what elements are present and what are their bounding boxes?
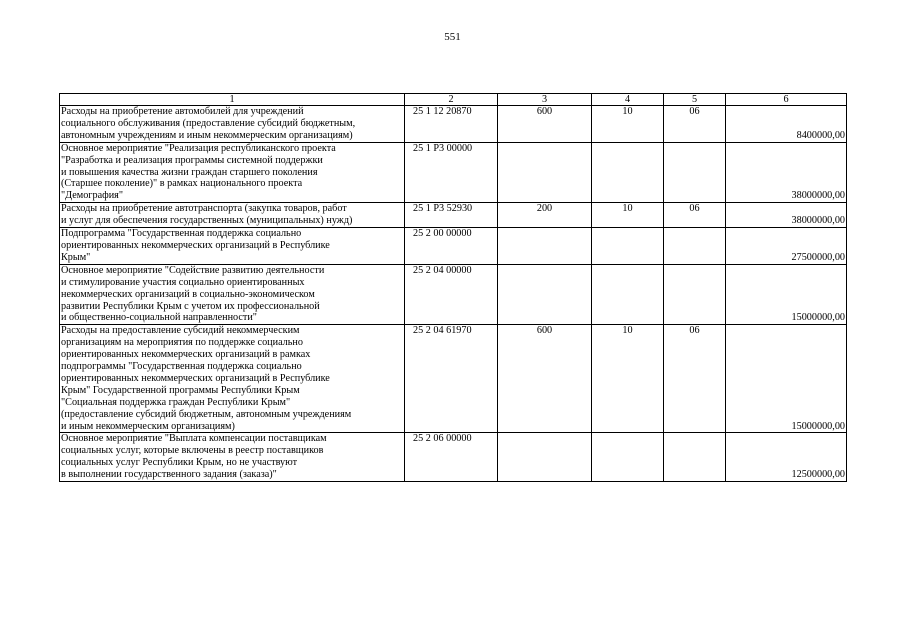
column-header: 1: [60, 94, 405, 106]
row-expense-type: [498, 142, 592, 203]
row-subsection: [664, 433, 726, 482]
table-row: [60, 433, 847, 482]
table-row: [60, 228, 847, 265]
row-name: Основное мероприятие "Реализация республиканского проекта "Разработка и реализация программы системной поддержки и повышения качества жизни граждан старшего поколения (Старшее поколение)" в рамках национального проекта "Демография": [60, 142, 405, 203]
row-name: Расходы на приобретение автотранспорта (закупка товаров, работ и услуг для обеспечения государственных (муниципальных) нужд): [60, 203, 405, 228]
row-amount: 12500000,00: [726, 433, 847, 482]
row-section: [592, 228, 664, 265]
row-name: Расходы на предоставление субсидий некоммерческим организациям на мероприятия по поддержке социально ориентированных некоммерческих организаций в рамках подпрограммы "Государственная поддержка социально ориентированных некоммерческих организаций в Республике Крым" Государственной программы Республики Крым "Социальная поддержка граждан Республики Крым" (предоставление субсидий бюджетным, автономным учреждениям и иным некоммерческим организациям): [60, 325, 405, 433]
row-section: 10: [592, 106, 664, 143]
row-name: Подпрограмма "Государственная поддержка социально ориентированных некоммерческих организаций в Республике Крым": [60, 228, 405, 265]
row-subsection: [664, 264, 726, 325]
table-row: [60, 106, 847, 143]
table-row: [60, 264, 847, 325]
row-name: Основное мероприятие "Выплата компенсации поставщикам социальных услуг, которые включены в реестр поставщиков социальных услуг Республики Крым, но не участвуют в выполнении государственного задания (заказа)": [60, 433, 405, 482]
row-code: 25 1 P3 00000: [405, 142, 498, 203]
row-amount: 15000000,00: [726, 264, 847, 325]
row-code: 25 1 P3 52930: [405, 203, 498, 228]
row-amount: 15000000,00: [726, 325, 847, 433]
row-code: 25 2 00 00000: [405, 228, 498, 265]
row-section: [592, 264, 664, 325]
row-subsection: 06: [664, 203, 726, 228]
table-row: [60, 325, 847, 433]
row-section: 10: [592, 203, 664, 228]
row-section: [592, 142, 664, 203]
row-code: 25 2 06 00000: [405, 433, 498, 482]
row-expense-type: [498, 264, 592, 325]
row-code: 25 1 12 20870: [405, 106, 498, 143]
page-number: 551: [444, 31, 461, 43]
row-expense-type: [498, 433, 592, 482]
row-subsection: 06: [664, 325, 726, 433]
table-header-row: [60, 94, 847, 106]
row-amount: 27500000,00: [726, 228, 847, 265]
column-header: 6: [726, 94, 847, 106]
row-subsection: 06: [664, 106, 726, 143]
row-name: Расходы на приобретение автомобилей для учреждений социального обслуживания (предоставление субсидий бюджетным, автономным учреждениям и иным некоммерческим организациям): [60, 106, 405, 143]
row-amount: 38000000,00: [726, 142, 847, 203]
row-code: 25 2 04 61970: [405, 325, 498, 433]
column-header: 2: [405, 94, 498, 106]
row-expense-type: 600: [498, 106, 592, 143]
column-header: 3: [498, 94, 592, 106]
table-row: [60, 142, 847, 203]
budget-table: [59, 93, 847, 482]
row-name: Основное мероприятие "Содействие развитию деятельности и стимулирование участия социально ориентированных некоммерческих организаций в социально-экономическом развитии Республики Крым с учетом их профессиональной и общественно-социальной направленности": [60, 264, 405, 325]
row-amount: 38000000,00: [726, 203, 847, 228]
row-section: [592, 433, 664, 482]
column-header: 5: [664, 94, 726, 106]
row-code: 25 2 04 00000: [405, 264, 498, 325]
row-amount: 8400000,00: [726, 106, 847, 143]
table-row: [60, 203, 847, 228]
row-expense-type: [498, 228, 592, 265]
row-expense-type: 600: [498, 325, 592, 433]
row-subsection: [664, 142, 726, 203]
row-expense-type: 200: [498, 203, 592, 228]
row-subsection: [664, 228, 726, 265]
column-header: 4: [592, 94, 664, 106]
row-section: 10: [592, 325, 664, 433]
